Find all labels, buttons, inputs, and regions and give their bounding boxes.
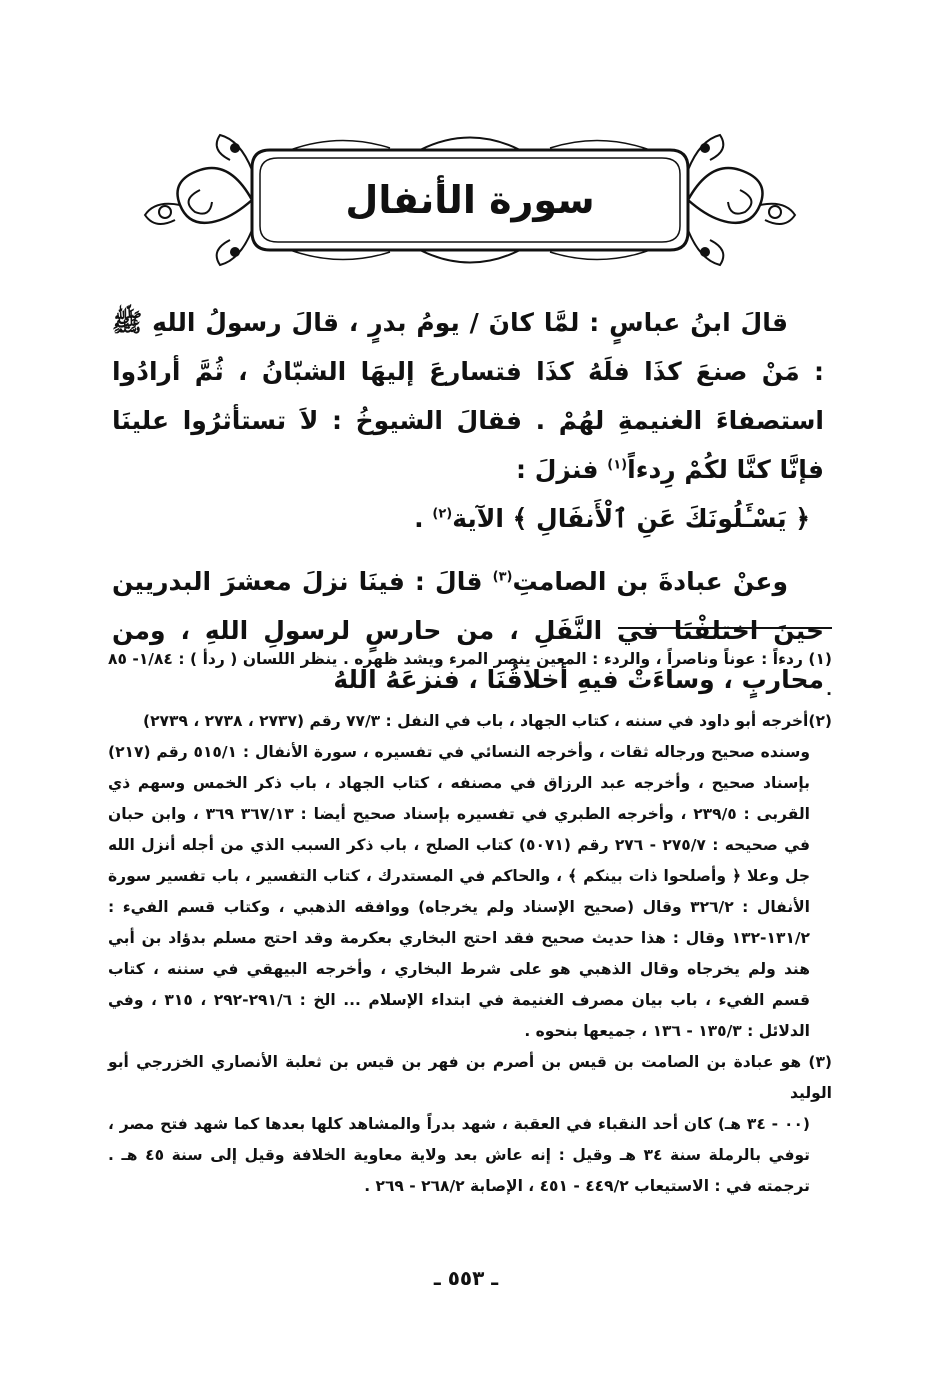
footnote-ref-3[interactable]: (٣) bbox=[492, 569, 513, 585]
paragraph-2-start: وعنْ عبادةَ بن الصامتِ bbox=[512, 567, 788, 596]
footnote-ref-1[interactable]: (١) bbox=[607, 457, 628, 473]
quran-verse: ﴿ يَسْـَٔلُونَكَ عَنِ ٱلْأَنفَالِ ﴾ الآية$^{(٢)}$ . bbox=[414, 504, 810, 533]
footnote-divider bbox=[618, 627, 832, 629]
footnote-3-body: (٠٠ - ٣٤ هـ) كان أحد النقباء في العقبة ، شهد بدراً والمشاهد كلها بعدها كما شهد فتح مصر ، توفي بالرملة سنة ٣٤ هـ وقيل : إنه عاش بعد ولاية معاوية الخلافة وقيل إلى سنة ٤٥ هـ . ترجمته في : الاستيعاب ٤٤٩/٢ - ٤٥١ ، الإصابة ٢٦٨/٢ - ٢٦٩ . bbox=[108, 1115, 811, 1195]
footnote-3-head: (٣) هو عبادة بن الصامت بن قيس بن أصرم بن فهر بن قيس بن ثعلبة الأنصاري الخزرجي أبو الوليد bbox=[108, 1053, 832, 1102]
footnote-1: (١) ردءاً : عوناً وناصراً ، والردء : المعين ينصر المرء ويشد ظهره . ينظر اللسان ( ردأ ) : ١/٨٤- ٨٥ . bbox=[108, 650, 832, 699]
footnote-ref-2[interactable]: (٢) bbox=[432, 506, 453, 522]
footnote-2-body: وسنده صحيح ورجاله ثقات ، وأخرجه النسائي في تفسيره ، سورة الأنفال : ٥١٥/١ رقم (٢١٧) بإسناد صحيح ، وأخرجه عبد الرزاق في مصنفه ، كتاب الجهاد ، باب ذكر الخمس وسهم ذي القربى : ٢٣٩/٥ ، وأخرجه الطبري في تفسيره بإسناد صحيح أيضا : ٣٦٧/١٣ ٣٦٩ ، وابن حبان في صحيحه : ٢٧٥/٧ - ٢٧٦ رقم (٥٠٧١) كتاب الصلح ، باب ذكر السبب الذي من أجله أنزل الله جل وعلا ﴿ وأصلحوا ذات بينكم ﴾ ، والحاكم في المستدرك ، كتاب التفسير ، باب تفسير سورة الأنفال : ٣٢٦/٢ وقال (صحيح الإسناد ولم يخرجاه) ووافقه الذهبي ، وكتاب قسم الفيء : ١٣١/٢-١٣٢ وقال : هذا حديث صحيح فقد احتج البخاري بعكرمة وقد احتج مسلم بدؤاد بن أبي هند ولم يخرجاه وقال الذهبي هو على شرط البخاري ، وأخرجه البيهقي في سننه ، كتاب قسم الفيء ، باب بيان مصرف الغنيمة في ابتداء الإسلام ... الخ : ٢٩١/٦-٢٩٢ ، ٣١٥ ، وفي الدلائل : ١٣٥/٣ - ١٣٦ ، جميعها بنحوه . bbox=[108, 743, 810, 1040]
paragraph-1 bbox=[112, 298, 824, 494]
paragraph-1-end: فنزلَ : bbox=[516, 455, 599, 484]
surah-header-ornament bbox=[140, 120, 800, 280]
surah-title: سورة الأنفال bbox=[345, 178, 595, 222]
verse-text: ﴿ يَسْـَٔلُونَكَ عَنِ ٱلْأَنفَالِ ﴾ bbox=[512, 504, 810, 533]
footnotes-section bbox=[108, 644, 832, 1202]
paragraph-2-text: قالَ : فينَا نزلَ معشرَ البدريين حينَ اختلفْنَا في النَّفَلِ ، من حارسٍ لرسولِ اللهِ ، ومن محاربٍ ، وساءَتْ فيهِ أخلاقُنَا ، فنزعَهُ اللهُ bbox=[112, 567, 824, 694]
paragraph-1-text: قالَ ابنُ عباسٍ : لمَّا كانَ / يومُ بدرٍ ، قالَ رسولُ اللهِ ﷺ : مَنْ صنعَ كذَا فلَهُ كذَا فتسارعَ إليهَا الشبّانُ ، ثُمَّ أرادُوا استصفاءَ الغنيمةِ لهُمْ . فقالَ الشيوخُ : لاَ تستأثرُوا علينَا فإنَّا كنَّا لكُمْ رِدءاً bbox=[112, 308, 824, 484]
verse-tail: الآية bbox=[452, 504, 504, 533]
page-number: ـ ٥٥٣ ـ bbox=[433, 1266, 499, 1290]
footnote-2-head: (٢)أخرجه أبو داود في سننه ، كتاب الجهاد ، باب في النفل : ٧٧/٣ رقم (٢٧٣٧ ، ٢٧٣٨ ، ٢٧٣٩) bbox=[142, 712, 832, 730]
